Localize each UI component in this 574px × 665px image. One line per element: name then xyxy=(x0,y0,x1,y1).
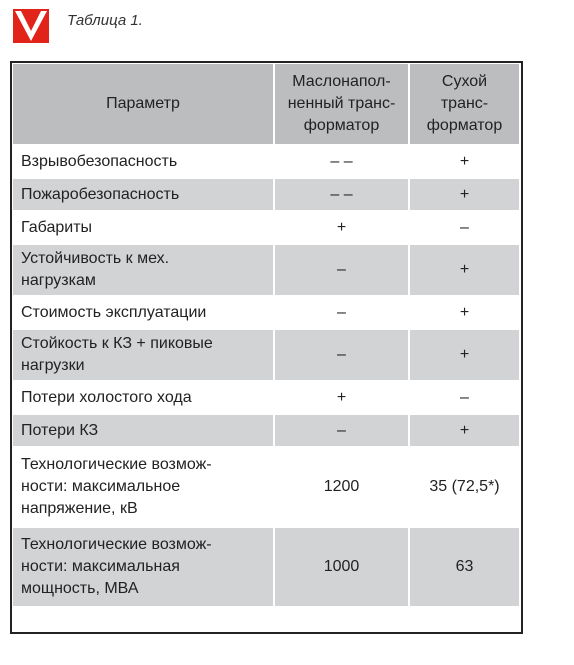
cell-parameter: Технологические возмож- ности: максимальное напряжение, кВ xyxy=(13,446,273,526)
cell-oil: 1200 xyxy=(273,446,408,526)
brand-logo-icon xyxy=(13,9,49,43)
cell-dry: + xyxy=(408,144,519,177)
cell-dry: 35 (72,5*) xyxy=(408,446,519,526)
table-row xyxy=(13,413,519,446)
cell-oil: – xyxy=(273,243,408,295)
table-row xyxy=(13,243,519,295)
cell-parameter: Потери КЗ xyxy=(13,413,273,446)
cell-oil: – xyxy=(273,413,408,446)
cell-dry: + xyxy=(408,328,519,380)
table-caption: Таблица 1. xyxy=(67,12,143,29)
cell-oil: – – xyxy=(273,144,408,177)
header-parameter-label: Параметр xyxy=(106,95,180,112)
table-row xyxy=(13,380,519,413)
cell-parameter: Габариты xyxy=(13,210,273,243)
cell-parameter: Устойчивость к мех. нагрузкам xyxy=(13,243,273,295)
header-parameter xyxy=(13,64,273,144)
header-oil-transformer xyxy=(273,64,408,144)
header-dry-transformer xyxy=(408,64,519,144)
comparison-table xyxy=(13,64,519,606)
cell-parameter: Стойкость к КЗ + пиковые нагрузки xyxy=(13,328,273,380)
cell-dry: 63 xyxy=(408,526,519,606)
cell-oil: – – xyxy=(273,177,408,210)
table-row xyxy=(13,328,519,380)
table-row xyxy=(13,446,519,526)
cell-parameter: Стоимость эксплуатации xyxy=(13,295,273,328)
table-row xyxy=(13,144,519,177)
header-oil-transformer-label: Маслонапол- ненный транс- форматор xyxy=(287,73,396,134)
cell-oil: 1000 xyxy=(273,526,408,606)
cell-parameter: Взрывобезопасность xyxy=(13,144,273,177)
table-row xyxy=(13,295,519,328)
cell-dry: + xyxy=(408,413,519,446)
cell-oil: + xyxy=(273,210,408,243)
cell-dry: – xyxy=(408,380,519,413)
header-dry-transformer-label: Сухой транс- форматор xyxy=(426,73,503,134)
cell-dry: + xyxy=(408,243,519,295)
table-row xyxy=(13,526,519,606)
table-row xyxy=(13,210,519,243)
cell-dry: + xyxy=(408,295,519,328)
cell-parameter: Потери холостого хода xyxy=(13,380,273,413)
cell-parameter: Пожаробезопасность xyxy=(13,177,273,210)
cell-dry: + xyxy=(408,177,519,210)
cell-dry: – xyxy=(408,210,519,243)
cell-oil: – xyxy=(273,295,408,328)
cell-oil: – xyxy=(273,328,408,380)
cell-parameter: Технологические возмож- ности: максимальная мощность, МВА xyxy=(13,526,273,606)
cell-oil: + xyxy=(273,380,408,413)
table-row xyxy=(13,177,519,210)
